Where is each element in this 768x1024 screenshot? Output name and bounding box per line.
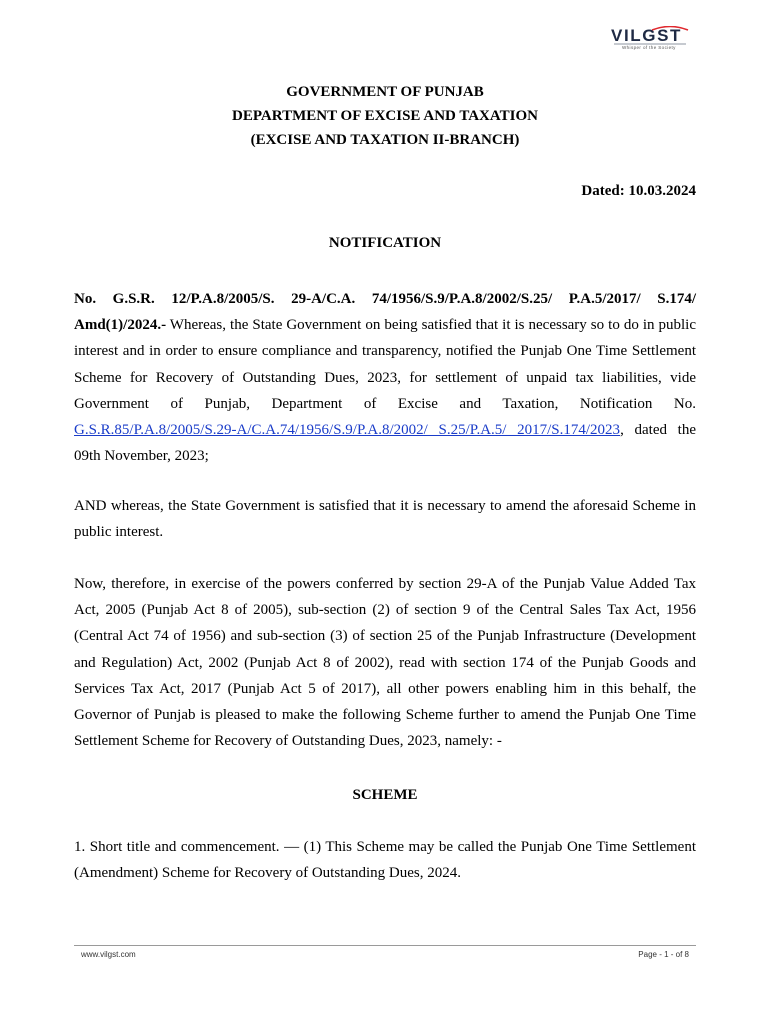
vilgst-logo — [608, 26, 692, 52]
header-government: GOVERNMENT OF PUNJAB — [286, 84, 484, 100]
logo-wordmark: VILGST — [611, 26, 682, 45]
footer-website: www.vilgst.com — [81, 950, 136, 959]
footer-divider — [74, 945, 696, 946]
header-department: DEPARTMENT OF EXCISE AND TAXATION — [232, 108, 538, 124]
header-branch: (EXCISE AND TAXATION II-BRANCH) — [250, 132, 520, 148]
footer-page-number: Page - 1 - of 8 — [638, 950, 689, 959]
notification-title: NOTIFICATION — [328, 235, 442, 251]
paragraph-reference — [74, 286, 696, 469]
notification-reference-number: No. G.S.R. 12/P.A.8/2005/S. 29-A/C.A. 74/1956/S.9/P.A.8/2002/S.25/ P.A.5/2017/ S.174/ Amd(1)/2024.- — [74, 291, 696, 334]
document-date: Dated: 10.03.2024 — [581, 183, 696, 199]
paragraph-short-title: 1. Short title and commencement. — (1) This Scheme may be called the Punjab One Time Settlement (Amendment) Scheme for Recovery of Outstanding Dues, 2024. — [74, 839, 696, 882]
document-header — [74, 80, 696, 152]
paragraph-whereas: AND whereas, the State Government is satisfied that it is necessary to amend the aforesaid Scheme in public interest. — [74, 498, 696, 541]
paragraph-powers: Now, therefore, in exercise of the powers conferred by section 29-A of the Punjab Value Added Tax Act, 2005 (Punjab Act 8 of 2005), sub-section (2) of section 9 of the Central Sales Tax Act, 1956 (Central Act 74 of 1956) and sub-section (3) of section 25 of the Punjab Infrastructure (Development and Regulation) Act, 2002 (Punjab Act 8 of 2002), read with section 174 of the Punjab Goods and Services Tax Act, 2017 (Punjab Act 5 of 2017), all other powers enabling him in this behalf, the Governor of Punjab is pleased to make the following Scheme further to amend the Punjab One Time Settlement Scheme for Recovery of Outstanding Dues, 2023, namely: - — [74, 576, 696, 750]
scheme-title: SCHEME — [352, 787, 418, 803]
paragraph-reference-date: , dated the 09th November, 2023; — [74, 422, 696, 465]
logo-tagline: Whisper of the Society — [622, 45, 676, 50]
notification-link[interactable]: G.S.R.85/P.A.8/2005/S.29-A/C.A.74/1956/S.9/P.A.8/2002/ S.25/P.A.5/ 2017/S.174/2023 — [74, 422, 621, 439]
paragraph-reference-text: Whereas, the State Government on being satisfied that it is necessary so to do in public interest and in order to ensure compliance and transparency, notified the Punjab One Time Settlement Scheme for Recovery of Outstanding Dues, 2023, for settlement of unpaid tax liabilities, vide Government of Punjab, Department of Excise and Taxation, Notification No. — [74, 317, 696, 412]
